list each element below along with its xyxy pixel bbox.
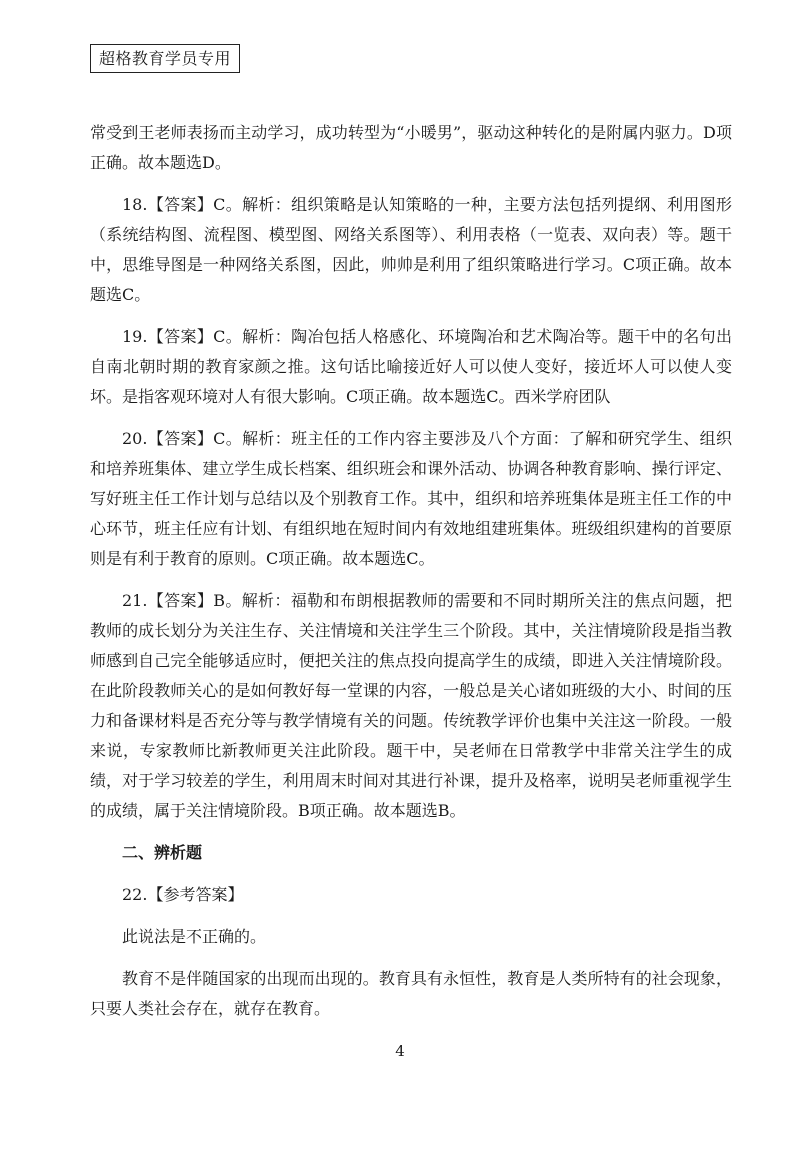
answer-21: 21.【答案】B。解析：福勒和布朗根据教师的需要和不同时期所关注的焦点问题，把教师的成长划分为关注生存、关注情境和关注学生三个阶段。其中，关注情境阶段是指当教师感到自己完全能够适应时，便把关注的焦点投向提高学生的成绩，即进入关注情境阶段。在此阶段教师关心的是如何教好每一堂课的内容，一般总是关心诸如班级的大小、时间的压力和备课材料是否充分等与教学情境有关的问题。传统教学评价也集中关注这一阶段。一般来说，专家教师比新教师更关注此阶段。题干中，吴老师在日常教学中非常关注学生的成绩，对于学习较差的学生，利用周末时间对其进行补课，提升及格率，说明吴老师重视学生的成绩，属于关注情境阶段。B项正确。故本题选B。 (90, 591, 732, 820)
section-heading: 二、辨析题 (122, 843, 203, 862)
answer-19: 19.【答案】C。解析：陶冶包括人格感化、环境陶冶和艺术陶冶等。题干中的名句出自南北朝时期的教育家颜之推。这句话比喻接近好人可以使人变好，接近坏人可以使人变坏。是指客观环境对人有很大影响。C项正确。故本题选C。西米学府团队 (90, 327, 732, 406)
answer-18: 18.【答案】C。解析：组织策略是认知策略的一种，主要方法包括列提纲、利用图形（系统结构图、流程图、模型图、网络关系图等）、利用表格（一览表、双向表）等。题干中，思维导图是一种网络关系图，因此，帅帅是利用了组织策略进行学习。C项正确。故本题选C。 (90, 195, 732, 304)
document-body (90, 118, 732, 1024)
answer-22-statement: 此说法是不正确的。 (122, 927, 267, 946)
answer-20: 20.【答案】C。解析：班主任的工作内容主要涉及八个方面：了解和研究学生、组织和培养班集体、建立学生成长档案、组织班会和课外活动、协调各种教育影响、操行评定、写好班主任工作计划与总结以及个别教育工作。其中，组织和培养班集体是班主任工作的中心环节，班主任应有计划、有组织地在短时间内有效地组建班集体。班级组织建构的首要原则是有利于教育的原则。C项正确。故本题选C。 (90, 429, 732, 568)
header-label: 超格教育学员专用 (90, 44, 240, 73)
page-number: 4 (395, 1042, 405, 1060)
answer-22-label: 22.【参考答案】 (122, 885, 244, 904)
paragraph-continuation: 常受到王老师表扬而主动学习，成功转型为“小暖男”，驱动这种转化的是附属内驱力。D项正确。故本题选D。 (90, 123, 732, 172)
answer-22-explanation: 教育不是伴随国家的出现而出现的。教育具有永恒性，教育是人类所特有的社会现象，只要人类社会存在，就存在教育。 (90, 969, 732, 1018)
